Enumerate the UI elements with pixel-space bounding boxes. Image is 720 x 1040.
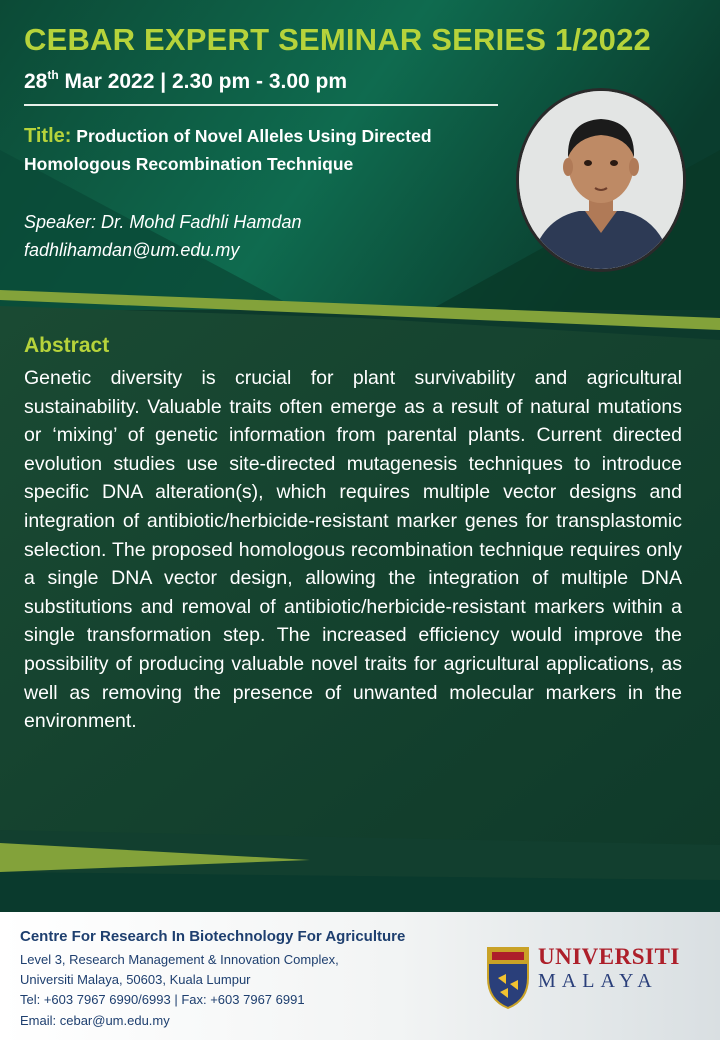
footer-email: Email: cebar@um.edu.my: [20, 1013, 170, 1028]
date-suffix: th: [47, 68, 59, 82]
abstract-body: Genetic diversity is crucial for plant survivability and agricultural sustainability. Valuable traits often emerge as a result of natural mutations or ‘mixing’ of genetic information from parental plants. Current directed evolution studies use site-directed mutagenesis techniques to introduce specific DNA alteration(s), which requires multiple vector designs and integration of antibiotic/herbicide-resistant marker genes for transplastomic selection. The proposed homologous recombination technique requires only a single DNA vector design, allowing the integration of multiple DNA substitutions and removal of antibiotic/herbicide-resistant markers within a single transformation step. The increased efficiency would improve the possibility of producing valuable novel traits for agricultural applications, as well as removing the presence of unwanted molecular markers in the environment.: [24, 367, 682, 733]
abstract-heading: Abstract: [24, 334, 110, 357]
address-line-2: Universiti Malaya, 50603, Kuala Lumpur: [20, 972, 251, 987]
date-time: [24, 70, 347, 94]
date-day: 28: [24, 70, 48, 93]
crest-icon: [484, 942, 532, 1010]
portrait-illustration: [519, 91, 683, 269]
footer: [0, 912, 720, 1040]
logo-word-universiti: UNIVERSITI: [538, 944, 680, 969]
talk-title: [24, 122, 514, 178]
university-logo: [478, 942, 708, 1022]
speaker-email: fadhlihamdan@um.edu.my: [24, 240, 240, 260]
speaker-name: Speaker: Dr. Mohd Fadhli Hamdan: [24, 212, 302, 232]
series-title: CEBAR EXPERT SEMINAR SERIES 1/2022: [24, 22, 651, 57]
header-divider: [24, 104, 498, 106]
address-line-1: Level 3, Research Management & Innovation Complex,: [20, 952, 339, 967]
logo-word-malaya: MALAYA: [538, 970, 658, 992]
date-rest: Mar 2022 | 2.30 pm - 3.00 pm: [58, 70, 348, 93]
org-name: Centre For Research In Biotechnology For Agriculture: [20, 928, 406, 945]
title-text: Production of Novel Alleles Using Directed Homologous Recombination Technique: [24, 126, 432, 174]
title-key: Title:: [24, 125, 72, 147]
contact-line: Tel: +603 7967 6990/6993 | Fax: +603 7967 6991: [20, 992, 305, 1007]
speaker-portrait: [516, 88, 686, 272]
